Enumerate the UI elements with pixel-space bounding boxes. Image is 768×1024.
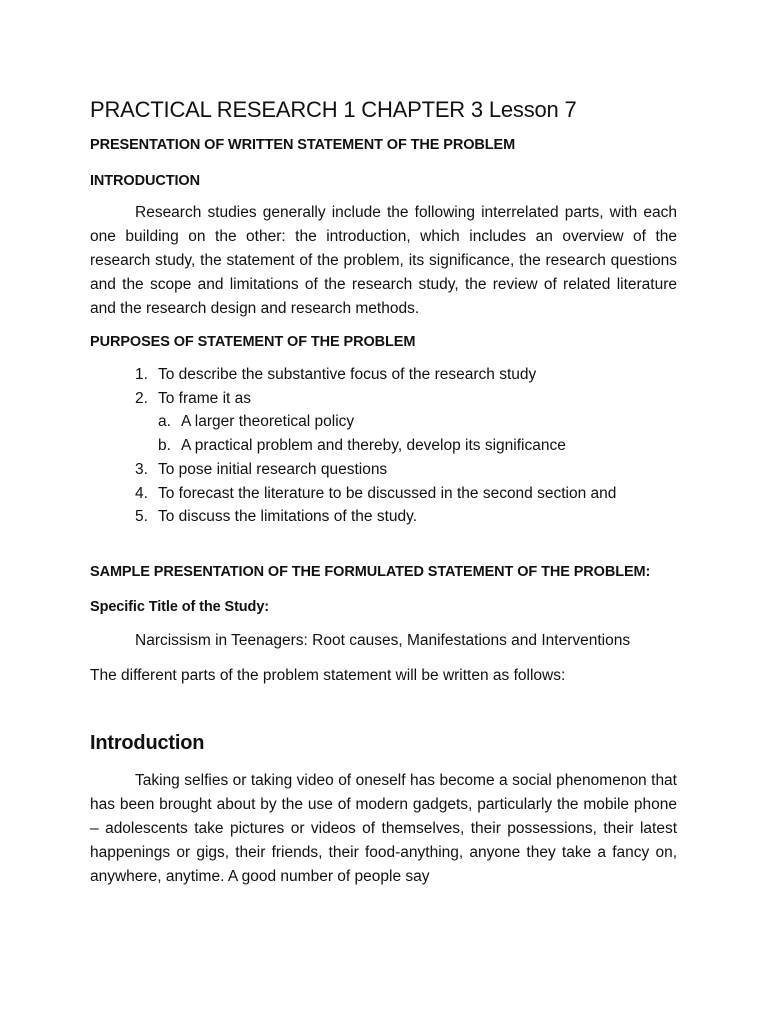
purposes-list	[90, 363, 677, 529]
purposes-heading: PURPOSES OF STATEMENT OF THE PROBLEM	[90, 334, 416, 350]
list-item-number: 3.	[135, 460, 148, 478]
subtitle-heading: PRESENTATION OF WRITTEN STATEMENT OF THE PROBLEM	[90, 137, 516, 153]
list-item-text: To frame it as	[158, 389, 252, 407]
list-item-text: To discuss the limitations of the study.	[158, 508, 418, 526]
list-item	[90, 505, 677, 529]
list-item-letter: a.	[158, 413, 171, 431]
parts-sentence: The different parts of the problem statement will be written as follows:	[90, 666, 566, 684]
list-item-text: A larger theoretical policy	[181, 413, 355, 431]
list-item	[90, 482, 677, 506]
list-item-text: To describe the substantive focus of the research study	[158, 366, 537, 383]
list-item-number: 4.	[135, 484, 148, 502]
intro-heading: INTRODUCTION	[90, 173, 200, 189]
sub-list-item	[90, 410, 677, 434]
list-item-text: To forecast the literature to be discussed in the second section and	[158, 484, 617, 502]
document-page	[90, 93, 677, 889]
intro-paragraph: Research studies generally include the following interrelated parts, with each one building on the other: the introduction, which includes an overview of the research study, the statement of the problem, its significance, the research questions and the scope and limitations of the research study, the review of related literature and the research design and research methods.	[90, 204, 677, 317]
sub-list-item	[90, 434, 677, 458]
study-title: Narcissism in Teenagers: Root causes, Manifestations and Interventions	[135, 631, 631, 649]
list-item	[90, 458, 677, 482]
list-item-number: 2.	[135, 389, 148, 407]
section-heading: Introduction	[90, 731, 205, 754]
sample-heading: SAMPLE PRESENTATION OF THE FORMULATED STATEMENT OF THE PROBLEM:	[90, 563, 651, 580]
section-paragraph: Taking selfies or taking video of oneself has become a social phenomenon that has been brought about by the use of modern gadgets, particularly the mobile phone – adolescents take pictures or videos of themselves, their possessions, their latest happenings or gigs, their friends, their food-anything, anyone they take a fancy on, anywhere, anytime. A good number of people say	[90, 771, 677, 885]
list-item-number: 5.	[135, 508, 148, 526]
list-item	[90, 363, 677, 387]
list-item-letter: b.	[158, 437, 171, 455]
specific-title-label: Specific Title of the Study:	[90, 598, 270, 615]
list-item	[90, 387, 677, 411]
document-title: PRACTICAL RESEARCH 1 CHAPTER 3 Lesson 7	[90, 97, 577, 122]
list-item-text: A practical problem and thereby, develop its significance	[181, 437, 566, 455]
list-item-number: 1.	[135, 366, 148, 383]
list-item-text: To pose initial research questions	[158, 460, 388, 478]
